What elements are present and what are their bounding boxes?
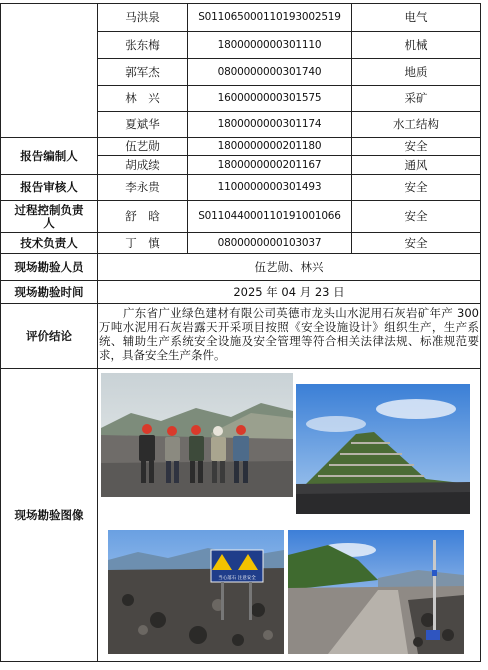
evaluation-text: 广东省广业绿色建材有限公司英德市龙头山水泥用石灰岩矿年产 300 万吨水泥用石灰岩露天开采项目按照《安全设施设计》组织生产，生产系统、辅助生产系统安全设施及安全管理等符合相关法律法规、标准规范要求，具备安全生产条件。 (99, 306, 479, 362)
tech-lead-cert: 0800000000103037 (217, 236, 322, 249)
process-controller-label (1, 201, 97, 232)
personnel-cert: S011065000110193002519 (198, 11, 341, 23)
process-controller-label-line2: 人 (43, 215, 55, 230)
survey-personnel-label: 现场勘验人员 (14, 259, 84, 274)
controller-name: 舒 晗 (125, 209, 160, 223)
personnel-name: 夏斌华 (125, 117, 160, 131)
controller-specialty: 安全 (404, 209, 428, 223)
report-reviewer-label: 报告审核人 (20, 180, 78, 194)
evaluation-label: 评价结论 (26, 328, 72, 343)
editor-cert: 1800000000201167 (217, 158, 322, 171)
reviewer-cert: 1100000000301493 (217, 181, 322, 193)
personnel-cert: 1600000000301575 (217, 92, 322, 104)
personnel-specialty: 水工结构 (393, 117, 439, 131)
site-photo-warning-sign (108, 530, 284, 654)
warning-sign-text: 当心落石 注意安全 (218, 576, 256, 581)
survey-time-label: 现场勘验时间 (14, 284, 84, 299)
editor-name: 胡成续 (125, 157, 160, 172)
editor-cert: 1800000000201180 (217, 140, 322, 152)
personnel-name: 郭军杰 (125, 64, 160, 79)
site-photo-road (288, 530, 464, 654)
process-controller-label-line1: 过程控制负责 (14, 202, 84, 217)
survey-personnel-value: 伍艺勋、林兴 (254, 259, 324, 274)
editor-specialty: 通风 (404, 157, 428, 172)
personnel-specialty: 采矿 (404, 91, 428, 105)
site-photo-terraced-hill (296, 384, 470, 514)
reviewer-name: 李永贵 (125, 180, 160, 194)
site-photos-label: 现场勘验图像 (14, 507, 84, 522)
personnel-specialty: 地质 (404, 64, 428, 79)
personnel-specialty: 电气 (404, 10, 428, 24)
tech-lead-specialty: 安全 (404, 235, 428, 250)
personnel-name: 马洪泉 (125, 10, 160, 24)
survey-time-value: 2025 年 04 月 23 日 (233, 284, 345, 299)
personnel-cert: 0800000000301740 (217, 65, 322, 78)
personnel-name: 张东梅 (125, 37, 160, 52)
personnel-name: 林 兴 (125, 91, 160, 105)
personnel-cert: 1800000000301174 (217, 118, 322, 130)
tech-lead-label: 技术负责人 (20, 235, 78, 250)
report-editor-label: 报告编制人 (20, 148, 78, 163)
reviewer-specialty: 安全 (404, 180, 428, 194)
editor-specialty: 安全 (404, 139, 428, 153)
tech-lead-name: 丁 慎 (125, 235, 160, 250)
personnel-cert: 1800000000301110 (217, 38, 322, 51)
controller-cert: S011044000110191001066 (198, 210, 341, 222)
editor-name: 伍艺勋 (125, 139, 160, 153)
personnel-specialty: 机械 (404, 37, 428, 52)
site-photo-group (101, 373, 293, 497)
